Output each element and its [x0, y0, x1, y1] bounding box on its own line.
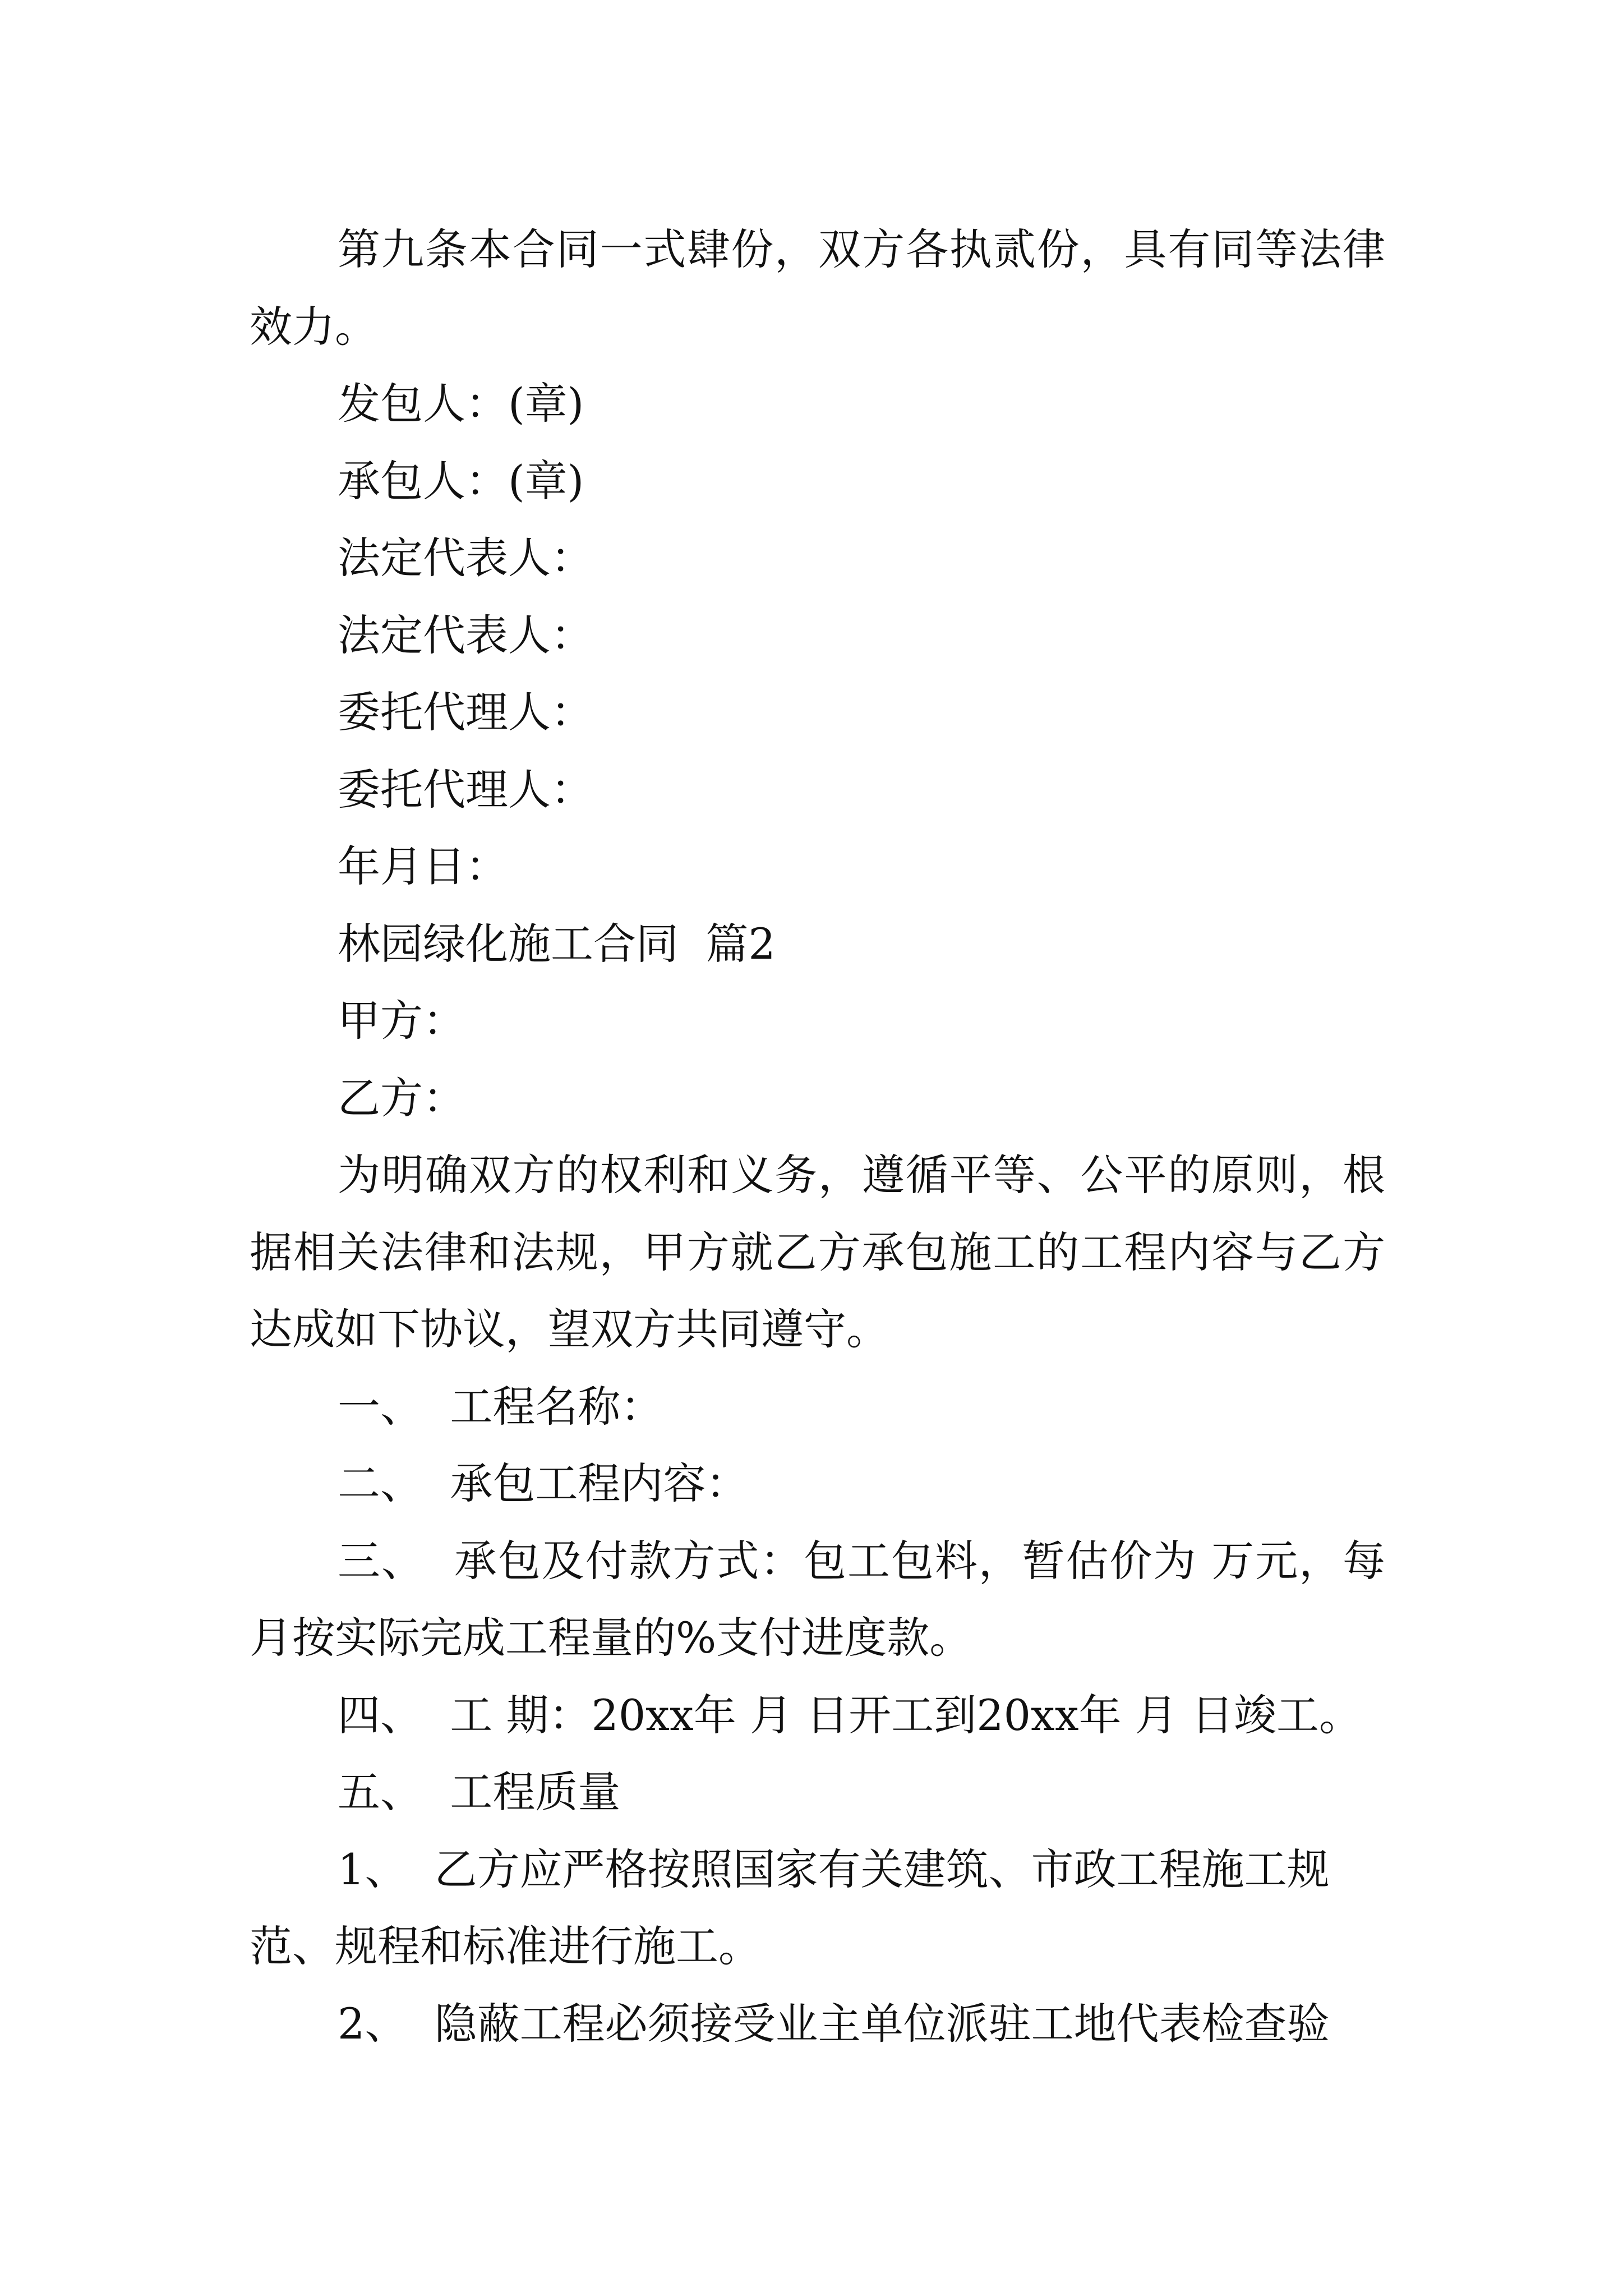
paragraph-employer-seal: 发包人：(章) — [338, 379, 584, 429]
paragraph-quality-heading: 五、 工程质量 — [338, 1767, 621, 1817]
paragraph-party-a: 甲方： — [338, 996, 465, 1046]
paragraph-contractor-seal: 承包人：(章) — [338, 455, 584, 506]
paragraph-schedule: 四、 工 期：20xx年 月 日开工到20xx年 月 日竣工。 — [338, 1690, 1362, 1740]
paragraph-quality-item-2: 2、 隐蔽工程必须接受业主单位派驻工地代表检查验 — [338, 1998, 1330, 2049]
section-title: 林园绿化施工合同 篇2 — [338, 918, 776, 969]
paragraph-quality-item-1: 1、 乙方应严格按照国家有关建筑、市政工程施工规范、规程和标准进行施工。 — [250, 1844, 1330, 1971]
paragraph-legal-rep-2: 法定代表人： — [338, 610, 593, 660]
document-body — [250, 211, 1385, 2062]
paragraph-payment: 三、 承包及付款方式：包工包料，暂估价为 万元，每月按实际完成工程量的%支付进度款。 — [250, 1535, 1385, 1663]
paragraph-party-b: 乙方： — [338, 1073, 465, 1123]
paragraph-project-name: 一、 工程名称： — [338, 1381, 663, 1432]
paragraph-article-nine: 第九条本合同一式肆份，双方各执贰份，具有同等法律效力。 — [250, 224, 1385, 352]
paragraph-preamble: 为明确双方的权利和义务，遵循平等、公平的原则，根据相关法律和法规，甲方就乙方承包施工的工程内容与乙方达成如下协议，望双方共同遵守。 — [250, 1150, 1385, 1354]
paragraph-date: 年月日： — [338, 841, 508, 891]
paragraph-agent-1: 委托代理人： — [338, 687, 593, 737]
paragraph-legal-rep-1: 法定代表人： — [338, 533, 593, 583]
paragraph-contract-content: 二、 承包工程内容： — [338, 1458, 749, 1508]
paragraph-agent-2: 委托代理人： — [338, 764, 593, 815]
